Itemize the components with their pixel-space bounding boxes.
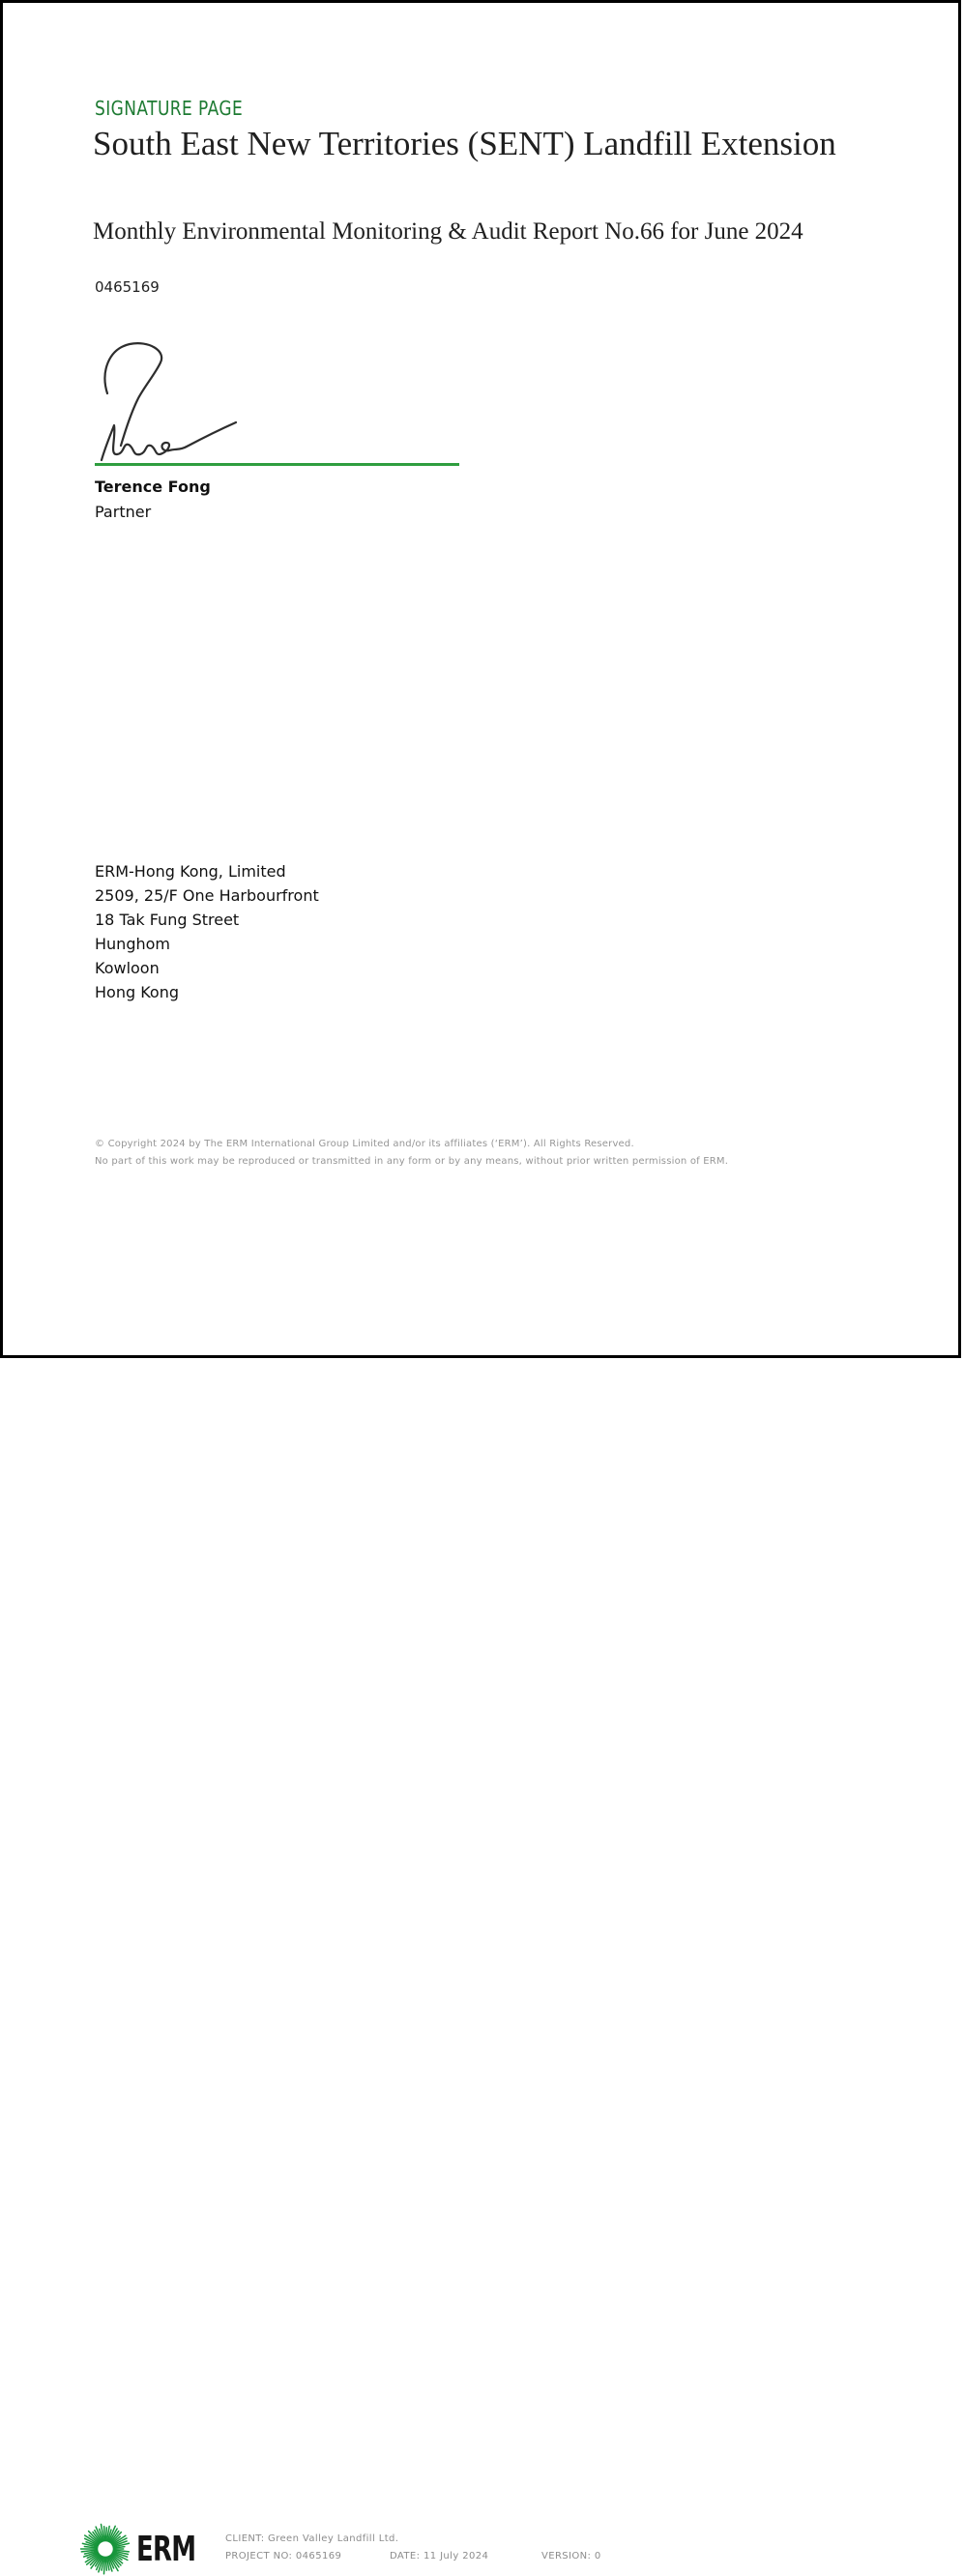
signature-image (95, 337, 245, 468)
address-line: ERM-Hong Kong, Limited (95, 862, 286, 881)
project-number: 0465169 (95, 278, 160, 296)
address-line: Hunghom (95, 935, 170, 953)
footer-project-no: PROJECT NO: 0465169 (225, 2551, 342, 2562)
copyright-line-2: No part of this work may be reproduced or transmitted in any form or by any means, without prior written permission of ERM. (95, 1156, 729, 1167)
document-subtitle: Monthly Environmental Monitoring & Audit Report No.66 for June 2024 (93, 218, 803, 245)
footer-date: DATE: 11 July 2024 (390, 2551, 489, 2562)
address-line: Kowloon (95, 959, 160, 977)
erm-logo-text: ERM (136, 2530, 196, 2569)
signatory-role: Partner (95, 503, 152, 521)
copyright-notice (95, 1136, 728, 1171)
address-line: 2509, 25/F One Harbourfront (95, 886, 319, 905)
address-block (95, 859, 319, 1004)
signature-line (95, 463, 459, 466)
footer-client: CLIENT: Green Valley Landfill Ltd. (225, 2533, 399, 2544)
copyright-line-1: © Copyright 2024 by The ERM International Group Limited and/or its affiliates (‘ERM’). All Rights Reserved. (95, 1139, 634, 1149)
page-footer (3, 1259, 964, 2569)
footer-version: VERSION: 0 (541, 2551, 601, 2562)
address-line: 18 Tak Fung Street (95, 911, 240, 929)
footer-meta (225, 2533, 601, 2562)
document-title: South East New Territories (SENT) Landfill Extension (93, 125, 836, 162)
address-line: Hong Kong (95, 983, 179, 1001)
signatory-name: Terence Fong (95, 478, 211, 496)
erm-sunburst-icon (78, 2522, 132, 2576)
signature-page-label: SIGNATURE PAGE (95, 97, 244, 120)
